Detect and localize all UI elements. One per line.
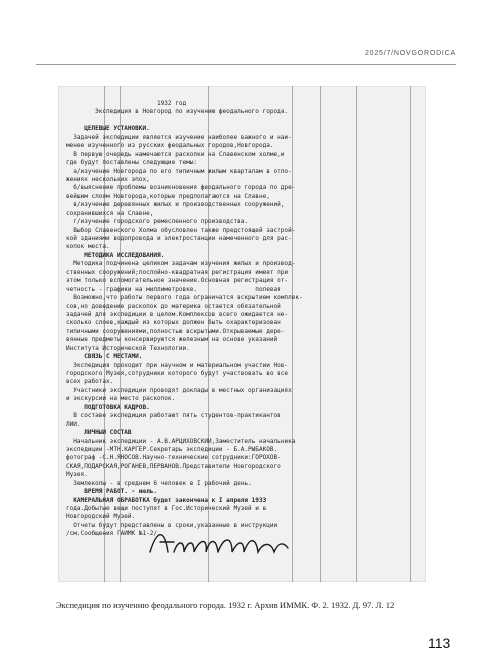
- document-line: ЛИЧНЫЙ СОСТАВ: [66, 429, 132, 437]
- document-line: Возможно,что работы первого года ограничатся вскрытием комплек-: [66, 294, 303, 302]
- document-line: года.Добытые вещи поступят в Гос.Исторический Музей и в: [66, 505, 267, 512]
- document-line: этом только вспомогательное значение.Основная регистрация от-: [66, 277, 289, 285]
- document-line: б/выяснение проблемы возникновения феодального города по дре-: [66, 184, 296, 192]
- running-header: [36, 50, 456, 65]
- document-line: Методика подчинена целиком задачам изучения жилых и производ-: [66, 260, 296, 268]
- document-line: ПОДГОТОВКА КАДРОВ.: [66, 403, 150, 411]
- document-line: СВЯЗЬ С МЕСТАМИ.: [66, 353, 143, 361]
- document-line: в/изучение деревянных жилых и производственных сооружений,: [66, 201, 285, 209]
- document-line: городского Музея,сотрудники которого будут участвовать во все: [66, 370, 289, 377]
- document-line: В составе экспедиции работают пять студентов-практикантов: [66, 412, 281, 420]
- document-line: 1932 год: [66, 100, 187, 107]
- document-line: Отчеты будут представлены в сроки,указанные в инструкции: [66, 521, 278, 529]
- document-line: г/изучение городского ремесленного производства.: [66, 218, 249, 226]
- running-title: 2025/7/NOVGORODICA: [364, 50, 456, 57]
- document-line: В первую очередь намечаются раскопки на Славенском холме,и: [66, 150, 285, 158]
- document-line: жениях нескольких эпох,: [66, 175, 150, 183]
- document-line: сколько слоев,каждый из которых должен быть охарактеризован: [66, 319, 281, 327]
- document-line: ВРЕМЯ РАБОТ. - июль.: [66, 488, 158, 496]
- document-line: Задачей экспедиции является изучение наиболее важного и наи-: [66, 133, 292, 141]
- document-line: копок места.: [66, 243, 110, 251]
- document-line: КАМЕРАЛЬНАЯ ОБРАБОТКА будет закончена к I апреля 1933: [66, 496, 267, 504]
- document-line: ственных сооружений;послойно-квадратная регистрация имеет при: [66, 268, 289, 276]
- document-line: сохранившихся на Славне,: [66, 209, 154, 217]
- document-line: всех работах.: [66, 378, 114, 386]
- document-line: Экспедиция проходит при научном и материальном участии Нов-: [66, 361, 289, 369]
- document-line: СКАЯ,ПОДАРСКАЯ,РОГАНЕВ,ПЕРВАНОВ.Представители Новгородского: [66, 462, 281, 470]
- document-line: [66, 117, 420, 125]
- document-line: менее изученного из русских феодальных городов,Новгорода.: [66, 142, 274, 150]
- document-line: вейшим слоям Новгорода,которые предполагаются на Славне,: [66, 192, 270, 200]
- document-line: МЕТОДИКА ИССЛЕДОВАНИЯ.: [66, 251, 165, 259]
- document-line: кой зданиями водопровода и электростанции намеченного для рас-: [66, 235, 292, 242]
- figure-caption: Экспедиция по изучению феодального города. 1932 г. Архив ИММК. Ф. 2. 1932. Д. 97. Л. 12: [56, 600, 395, 610]
- document-line: Участники экспедиции проводят доклады в местных организациях: [66, 386, 292, 394]
- document-line: вянные предметы консервируются железным на основе указаний: [66, 336, 278, 344]
- document-line: типичными сооружениями,полностью вскрытыми.Открываемые дере-: [66, 327, 285, 335]
- document-line: и экскурсии на место раскопок.: [66, 395, 176, 403]
- document-line: ЦЕЛЕВЫЕ УСТАНОВКИ.: [66, 125, 150, 133]
- handwritten-signature: [144, 522, 294, 562]
- document-line: Экспедиция в Новгород по изучению феодального города.: [66, 108, 289, 116]
- document-line: экспедиции -МТН.КАРГЕР.Секретарь экспедиции - Б.А.РЫБАКОВ.: [66, 445, 278, 453]
- document-line: четность - графики на миллиметровке. полевая: [66, 285, 281, 293]
- document-line: Института Исторической Технологии.: [66, 344, 190, 352]
- document-line: Выбор Славенского Холма обусловлен также предстоящей застрой-: [66, 226, 296, 234]
- document-line: ЛИИ.: [66, 420, 81, 428]
- archival-document-scan: [58, 86, 426, 582]
- document-line: фотограф -С.Н.ЯНОСОВ.Научно-технические сотрудники:ГОРОХОВ-: [66, 454, 281, 462]
- document-line: задачей для экспедиции в целом.Комплексов всего ожидается не-: [66, 310, 289, 318]
- document-line: Музея.: [66, 471, 88, 479]
- document-line: Землекопы - в среднем 6 человек в I рабочий день.: [66, 479, 252, 487]
- document-line: сов,но доведение раскопок до материка остается обязательной: [66, 302, 281, 310]
- document-line: /см.Сообщения ГАИМК №1-2/.: [66, 530, 161, 538]
- document-line: Новгородский Музей.: [66, 513, 136, 521]
- document-line: Начальник экспедиции - А.В.АРЦИХОВСКИЙ,Заместитель начальника: [66, 437, 296, 445]
- document-line: где будут поставлены следующие темы:: [66, 159, 198, 167]
- typewritten-text: [66, 100, 420, 539]
- page-number: 113: [428, 635, 451, 651]
- document-line: а/изучение Новгорода по его типичным жилым кварталам в отло-: [66, 167, 292, 175]
